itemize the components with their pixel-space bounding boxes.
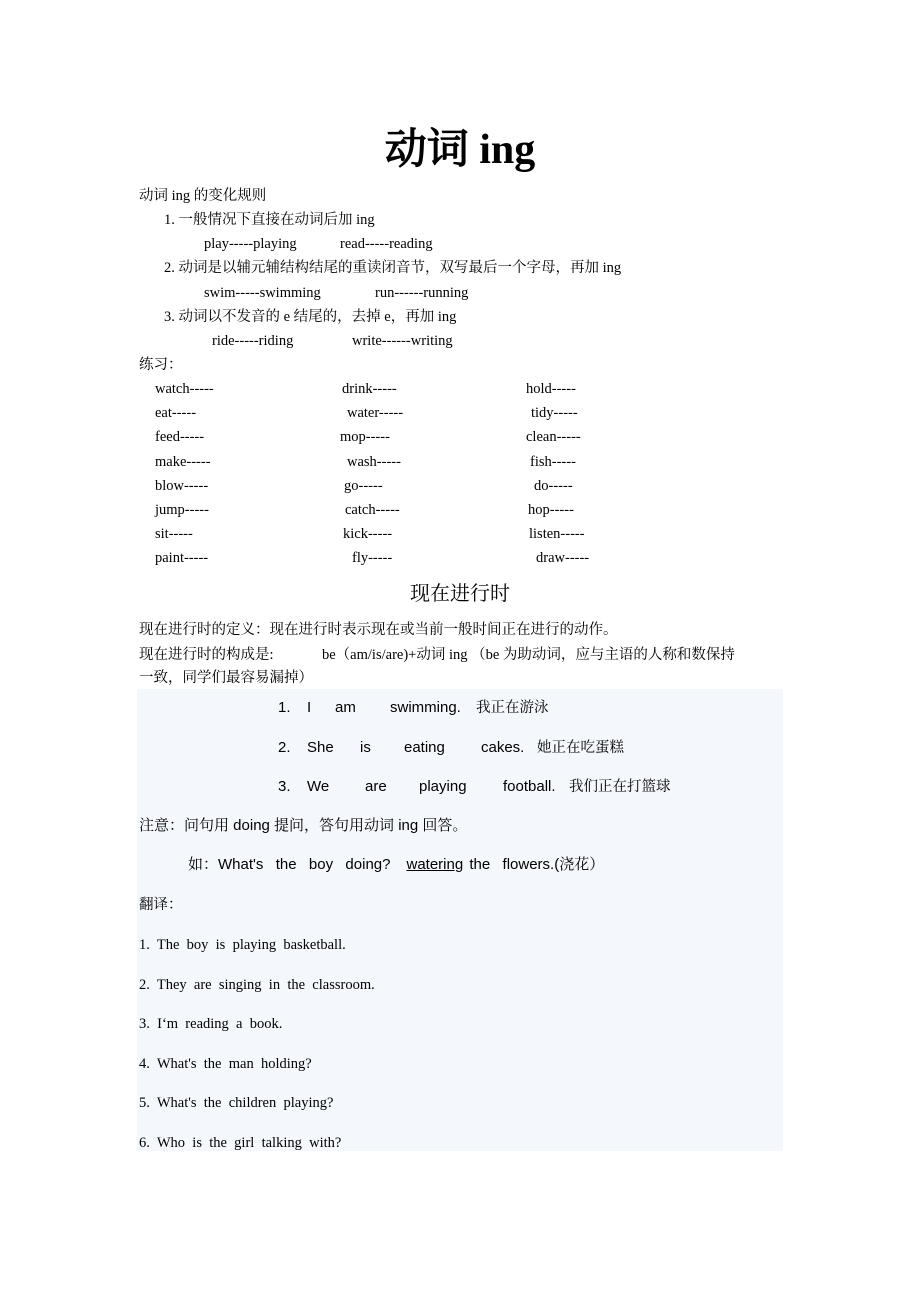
- practice-item: kick-----: [343, 526, 393, 543]
- rule-2-example-1: swim-----swimming: [204, 285, 321, 301]
- note-text: 回答。: [418, 817, 468, 834]
- practice-item: eat-----: [155, 405, 197, 422]
- example-word: I: [307, 699, 312, 716]
- practice-item: do-----: [534, 477, 573, 494]
- example-word: eating: [404, 738, 445, 756]
- practice-item: jump-----: [155, 502, 209, 518]
- structure-formula: be（am/is/are)+动词 ing （be 为助动词，应与主语的人称和数保持: [322, 647, 735, 663]
- example-word: is: [360, 738, 371, 756]
- rule-2: 2. 动词是以辅元辅结构结尾的重读闭音节，双写最后一个字母，再加 ing: [164, 260, 622, 276]
- practice-item: hold-----: [526, 381, 576, 397]
- example-translation: 我正在游泳: [476, 700, 549, 716]
- practice-item: watch-----: [155, 381, 214, 397]
- structure-label: 现在进行时的构成是:: [139, 647, 274, 663]
- section-title: 现在进行时: [410, 583, 510, 605]
- practice-item: paint-----: [155, 550, 209, 567]
- example-word: am: [335, 699, 356, 716]
- translate-label: 翻译：: [139, 897, 183, 913]
- example-word: playing: [419, 778, 467, 795]
- practice-item: wash-----: [347, 453, 401, 470]
- practice-item: tidy-----: [531, 405, 578, 422]
- example-word: football.: [503, 778, 556, 795]
- practice-item: fish-----: [530, 453, 576, 470]
- example-word: swimming.: [390, 699, 461, 716]
- translate-item: 5. What's the children playing?: [139, 1095, 334, 1111]
- rule-2-example-2: run------running: [375, 285, 469, 301]
- answer-rest: the flowers.(浇花）: [463, 856, 605, 873]
- example-number: 2.: [278, 738, 291, 756]
- example-number: 3.: [278, 778, 291, 795]
- definition: 现在进行时的定义：现在进行时表示现在或当前一般时间正在进行的动作。: [139, 622, 618, 638]
- rule-1: 1. 一般情况下直接在动词后加 ing: [164, 212, 375, 228]
- practice-item: hop-----: [528, 502, 574, 518]
- example-number: 1.: [278, 699, 291, 716]
- note-text: ing: [398, 817, 419, 834]
- rule-1-example-2: read-----reading: [340, 236, 433, 252]
- note: [139, 817, 467, 835]
- rule-3: 3. 动词以不发音的 e 结尾的，去掉 e，再加 ing: [164, 309, 457, 325]
- structure-cont: 一致，同学们最容易漏掉）: [139, 670, 313, 686]
- example-translation: 她正在吃蛋糕: [537, 739, 624, 756]
- practice-item: drink-----: [342, 381, 397, 397]
- note-text: doing: [233, 817, 270, 834]
- example-question: [188, 856, 604, 874]
- translate-item: 4. What's the man holding?: [139, 1055, 312, 1072]
- note-text: 提问，答句用动词: [269, 817, 399, 834]
- example-translation: 我们正在打篮球: [569, 779, 671, 795]
- example-word: She: [307, 738, 334, 756]
- practice-item: sit-----: [155, 526, 193, 543]
- note-text: 注意：问句用: [139, 817, 234, 834]
- practice-item: catch-----: [345, 502, 400, 518]
- answer-underlined: watering: [406, 856, 464, 873]
- translate-item: 1. The boy is playing basketball.: [139, 937, 346, 953]
- page-title: 动词 ing: [384, 127, 536, 173]
- practice-item: draw-----: [536, 550, 590, 567]
- practice-item: listen-----: [529, 526, 585, 543]
- example-prefix: 如：: [188, 856, 219, 873]
- question-text: What's the boy doing?: [218, 856, 391, 873]
- rule-3-example-1: ride-----riding: [212, 333, 294, 349]
- translate-item: 2. They are singing in the classroom.: [139, 976, 375, 993]
- practice-item: clean-----: [526, 429, 581, 446]
- practice-item: make-----: [155, 453, 211, 470]
- rule-3-example-2: write------writing: [352, 333, 453, 349]
- practice-item: water-----: [347, 405, 404, 422]
- example-word: are: [365, 778, 387, 795]
- practice-item: mop-----: [340, 429, 390, 446]
- practice-item: go-----: [344, 477, 383, 494]
- practice-item: feed-----: [155, 429, 205, 446]
- rule-1-example-1: play-----playing: [204, 236, 297, 252]
- practice-item: blow-----: [155, 477, 209, 494]
- example-word: cakes.: [481, 738, 525, 756]
- practice-item: fly-----: [352, 550, 393, 567]
- example-word: We: [307, 778, 330, 795]
- practice-label: 练习：: [139, 357, 183, 373]
- translate-item: 3. I‘m reading a book.: [139, 1016, 283, 1032]
- translate-item: 6. Who is the girl talking with?: [139, 1134, 342, 1151]
- example-box: [137, 689, 783, 1151]
- rules-heading: 动词 ing 的变化规则: [139, 188, 267, 204]
